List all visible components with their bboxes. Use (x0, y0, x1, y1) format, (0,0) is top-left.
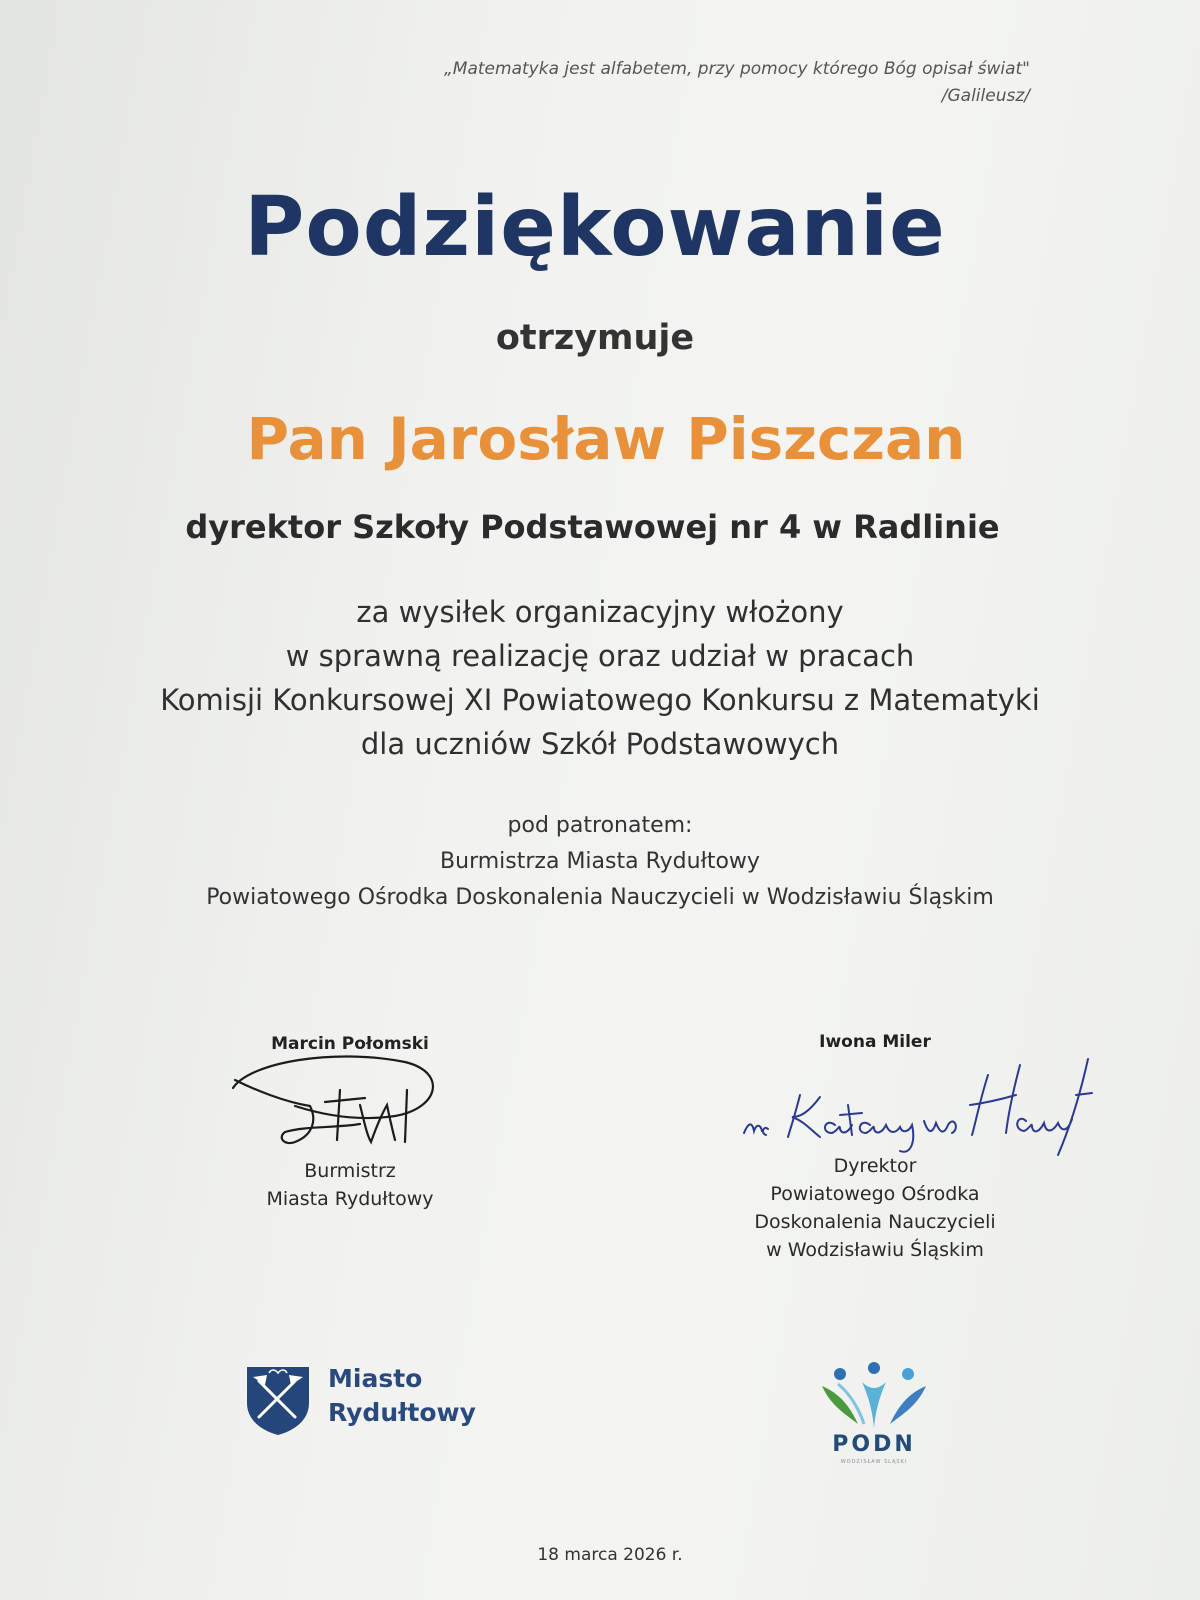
rydultowy-logo-text (328, 1362, 476, 1430)
logo-text-line: Miasto (328, 1364, 423, 1393)
right-signatory-name: Iwona Miler (819, 1032, 931, 1052)
podn-logo-icon (818, 1362, 930, 1432)
recipient-name: Pan Jarosław Piszczan (246, 405, 966, 473)
issue-date: 18 marca 2026 r. (537, 1545, 683, 1565)
patronage-line: Powiatowego Ośrodka Doskonalenia Nauczycieli w Wodzisławiu Śląskim (206, 885, 994, 910)
reason-line: dla uczniów Szkół Podstawowych (360, 727, 840, 761)
reason-line: za wysiłek organizacyjny włożony (356, 595, 844, 629)
patronage-label: pod patronatem: (507, 813, 693, 838)
right-title-line: w Wodzisławiu Śląskim (766, 1239, 984, 1261)
quote-author: /Galileusz/ (941, 86, 1030, 106)
left-signatory-title (200, 1157, 500, 1213)
reason-line: Komisji Konkursowej XI Powiatowego Konkursu z Matematyki (160, 683, 1040, 717)
reason-text (0, 590, 1200, 766)
receives-label: otrzymuje (495, 318, 695, 358)
right-title-line: Dyrektor (833, 1155, 917, 1177)
certificate-title: Podziękowanie (244, 180, 946, 275)
recipient-role: dyrektor Szkoły Podstawowej nr 4 w Radlinie (185, 508, 1000, 546)
left-signature-icon (225, 1050, 455, 1155)
logo-text-line: Rydułtowy (328, 1398, 476, 1427)
left-title-line: Burmistrz (304, 1160, 396, 1182)
quote-block (330, 56, 1030, 110)
quote-text: „Matematyka jest alfabetem, przy pomocy którego Bóg opisał świat" (444, 59, 1030, 79)
patronage-block (0, 808, 1200, 916)
patronage-line: Burmistrza Miasta Rydułtowy (440, 849, 760, 874)
right-signature-icon (740, 1055, 1110, 1165)
reason-line: w sprawną realizację oraz udział w pracach (285, 639, 915, 673)
right-title-line: Doskonalenia Nauczycieli (754, 1211, 996, 1233)
podn-logo-subtext: WODZISŁAW ŚLĄSKI (840, 1459, 908, 1465)
left-title-line: Miasta Rydułtowy (266, 1188, 434, 1210)
left-signatory-name: Marcin Połomski (271, 1034, 429, 1054)
rydultowy-crest-icon (245, 1365, 311, 1437)
right-signatory-title (720, 1152, 1030, 1264)
podn-logo-text: PODN (832, 1432, 916, 1457)
right-title-line: Powiatowego Ośrodka (770, 1183, 980, 1205)
